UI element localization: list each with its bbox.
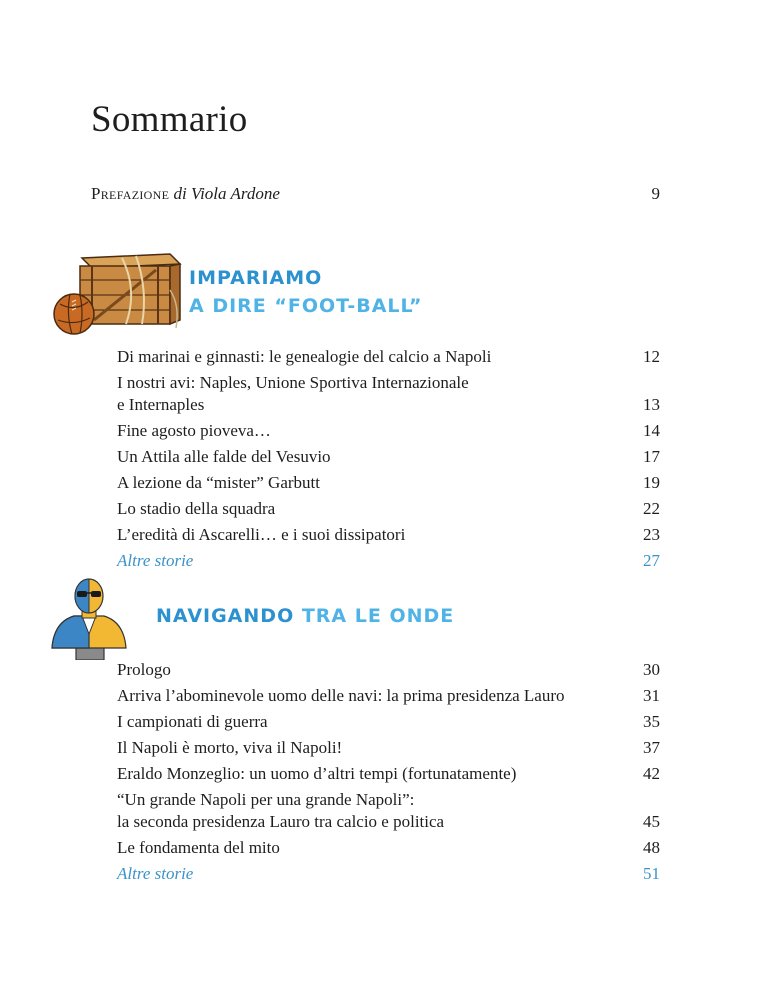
preface-label: Prefazione xyxy=(91,184,170,203)
section-1-entries xyxy=(117,346,660,576)
toc-entry[interactable] xyxy=(117,420,660,442)
toc-entry-title: “Un grande Napoli per una grande Napoli”: la seconda presidenza Lauro tra calcio e politica xyxy=(117,790,445,831)
toc-entry[interactable] xyxy=(117,346,660,368)
toc-entry[interactable] xyxy=(117,763,660,785)
toc-entry[interactable] xyxy=(117,789,660,833)
toc-entry-title: Le fondamenta del mito xyxy=(117,838,280,857)
preface-author: di Viola Ardone xyxy=(173,184,280,203)
toc-entry-title: Il Napoli è morto, viva il Napoli! xyxy=(117,738,343,757)
toc-entry-page: 45 xyxy=(643,812,660,831)
wooden-crate-illustration xyxy=(52,250,184,336)
toc-entry-page: 35 xyxy=(643,712,660,731)
toc-entry-title: L’eredità di Ascarelli… e i suoi dissipatori xyxy=(117,525,406,544)
toc-entry-page: 14 xyxy=(643,421,660,440)
section-heading-2-part-1: NAVIGANDO xyxy=(156,605,302,627)
toc-entry[interactable] xyxy=(117,837,660,859)
toc-entry[interactable] xyxy=(117,472,660,494)
toc-entry-title: Arriva l’abominevole uomo delle navi: la prima presidenza Lauro xyxy=(117,686,565,705)
toc-entry-page: 12 xyxy=(643,347,660,366)
toc-entry[interactable] xyxy=(117,446,660,468)
toc-entry[interactable] xyxy=(117,498,660,520)
toc-entry-page: 51 xyxy=(643,864,660,883)
toc-entry-title: Lo stadio della squadra xyxy=(117,499,276,518)
toc-entry-title: Altre storie xyxy=(117,551,194,570)
toc-entry[interactable] xyxy=(117,737,660,759)
toc-entry[interactable] xyxy=(117,524,660,546)
toc-entry[interactable] xyxy=(117,659,660,681)
toc-entry-page: 48 xyxy=(643,838,660,857)
toc-entry-page: 42 xyxy=(643,764,660,783)
toc-entry-title: Di marinai e ginnasti: le genealogie del calcio a Napoli xyxy=(117,347,492,366)
preface-entry[interactable] xyxy=(91,184,660,204)
toc-entry[interactable] xyxy=(117,685,660,707)
toc-entry-page: 37 xyxy=(643,738,660,757)
toc-entry-page: 30 xyxy=(643,660,660,679)
section-heading-2-line-1 xyxy=(156,602,454,630)
toc-entry-title: Altre storie xyxy=(117,864,194,883)
toc-entry[interactable] xyxy=(117,372,660,416)
toc-entry-page: 27 xyxy=(643,551,660,570)
section-heading-1-line-2-part: A DIRE “FOOT-BALL” xyxy=(189,295,423,317)
section-heading-1-line-1-part: IMPARIAMO xyxy=(189,267,323,289)
section-heading-1-line-2 xyxy=(189,292,423,320)
page-title: Sommario xyxy=(91,99,248,140)
toc-entry-page: 17 xyxy=(643,447,660,466)
toc-entry-title: A lezione da “mister” Garbutt xyxy=(117,473,320,492)
toc-entry-page: 22 xyxy=(643,499,660,518)
toc-entry-title: Un Attila alle falde del Vesuvio xyxy=(117,447,331,466)
preface-page: 9 xyxy=(651,184,660,203)
toc-entry-title: Eraldo Monzeglio: un uomo d’altri tempi (fortunatamente) xyxy=(117,764,517,783)
toc-entry-page: 23 xyxy=(643,525,660,544)
section-2-entries xyxy=(117,659,660,889)
toc-entry-title: Prologo xyxy=(117,660,171,679)
section-heading-2 xyxy=(156,602,454,630)
toc-entry[interactable] xyxy=(117,711,660,733)
section-heading-1 xyxy=(189,264,423,320)
section-heading-1-line-1 xyxy=(189,264,423,292)
toc-entry-title: I campionati di guerra xyxy=(117,712,268,731)
section-heading-2-part-2: TRA LE ONDE xyxy=(301,605,455,627)
toc-entry-page: 19 xyxy=(643,473,660,492)
toc-entry-page: 31 xyxy=(643,686,660,705)
toc-entry-more[interactable] xyxy=(117,550,660,572)
toc-entry-page: 13 xyxy=(643,395,660,414)
toc-entry-title: I nostri avi: Naples, Unione Sportiva Internazionale e Internaples xyxy=(117,373,469,414)
toc-entry-title: Fine agosto pioveva… xyxy=(117,421,271,440)
bust-illustration xyxy=(46,578,130,660)
toc-entry-more[interactable] xyxy=(117,863,660,885)
